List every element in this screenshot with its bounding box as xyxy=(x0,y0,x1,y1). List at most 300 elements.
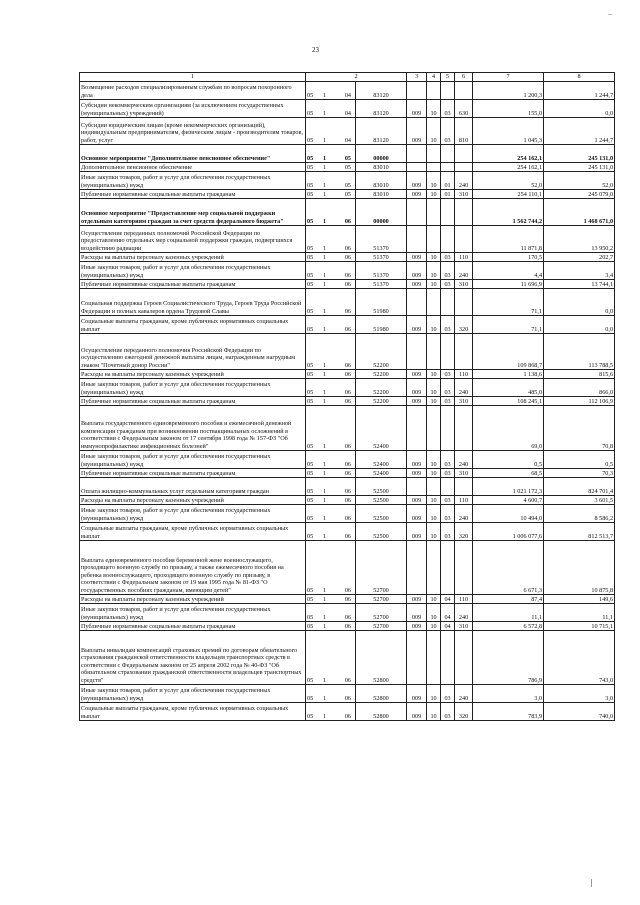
amount-col7: 1 045,3 xyxy=(473,118,544,145)
expense-type-code xyxy=(455,145,473,163)
subprogram-code: 1 xyxy=(320,703,330,721)
amount-col7: 783,9 xyxy=(473,703,544,721)
direction-code: 51370 xyxy=(356,226,407,253)
section-code xyxy=(427,82,441,100)
event-code: 05 xyxy=(330,172,356,190)
subprogram-code: 1 xyxy=(320,595,330,604)
expense-type-code: 240 xyxy=(455,262,473,280)
amount-col7: 11 871,8 xyxy=(473,226,544,253)
program-code: 05 xyxy=(306,406,320,451)
program-code: 05 xyxy=(306,163,320,172)
direction-code: 52800 xyxy=(356,703,407,721)
expense-type-code: 320 xyxy=(455,316,473,334)
table-header-row xyxy=(80,73,615,82)
subprogram-code: 1 xyxy=(320,685,330,703)
amount-col8: 1 244,7 xyxy=(544,118,615,145)
section-code: 10 xyxy=(427,316,441,334)
amount-col7: 3,0 xyxy=(473,685,544,703)
event-code: 06 xyxy=(330,523,356,541)
row-name: Социальные выплаты гражданам, кроме публичных нормативных социальных выплат xyxy=(80,703,306,721)
expense-type-code: 240 xyxy=(455,172,473,190)
event-code: 06 xyxy=(330,199,356,226)
subsection-code xyxy=(441,145,455,163)
table-row xyxy=(80,496,615,505)
subprogram-code: 1 xyxy=(320,370,330,379)
amount-col8: 0,0 xyxy=(544,316,615,334)
subprogram-code: 1 xyxy=(320,118,330,145)
subsection-code: 03 xyxy=(441,316,455,334)
section-code: 10 xyxy=(427,505,441,523)
table-row xyxy=(80,199,615,226)
table-row xyxy=(80,316,615,334)
row-name: Иные закупки товаров, работ и услуг для обеспечения государственных (муниципальных) нужд xyxy=(80,685,306,703)
direction-code: 83120 xyxy=(356,82,407,100)
expense-type-code: 310 xyxy=(455,190,473,199)
program-code: 05 xyxy=(306,289,320,316)
section-code xyxy=(427,478,441,496)
department-code: 009 xyxy=(407,262,427,280)
department-code: 009 xyxy=(407,190,427,199)
department-code: 009 xyxy=(407,100,427,118)
event-code: 06 xyxy=(330,253,356,262)
department-code xyxy=(407,478,427,496)
subprogram-code: 1 xyxy=(320,523,330,541)
table-row xyxy=(80,190,615,199)
subprogram-code: 1 xyxy=(320,226,330,253)
amount-col7: 11,1 xyxy=(473,604,544,622)
subsection-code: 03 xyxy=(441,262,455,280)
amount-col8: 245 131,0 xyxy=(544,145,615,163)
direction-code: 52500 xyxy=(356,505,407,523)
direction-code: 52700 xyxy=(356,595,407,604)
amount-col8: 13 744,1 xyxy=(544,280,615,289)
subprogram-code: 1 xyxy=(320,163,330,172)
program-code: 05 xyxy=(306,100,320,118)
amount-col7: 170,5 xyxy=(473,253,544,262)
section-code xyxy=(427,145,441,163)
subprogram-code: 1 xyxy=(320,379,330,397)
subsection-code xyxy=(441,226,455,253)
table-row xyxy=(80,82,615,100)
department-code: 009 xyxy=(407,397,427,406)
amount-col8: 0,5 xyxy=(544,451,615,469)
expense-type-code xyxy=(455,289,473,316)
department-code: 009 xyxy=(407,703,427,721)
row-name: Иные закупки товаров, работ и услуг для обеспечения государственных (муниципальных) нужд xyxy=(80,505,306,523)
subsection-code: 03 xyxy=(441,451,455,469)
table-row xyxy=(80,253,615,262)
row-name: Публичные нормативные социальные выплаты гражданам xyxy=(80,190,306,199)
amount-col8: 815,6 xyxy=(544,370,615,379)
event-code: 04 xyxy=(330,100,356,118)
amount-col8: 52,0 xyxy=(544,172,615,190)
direction-code: 51370 xyxy=(356,253,407,262)
department-code: 009 xyxy=(407,451,427,469)
event-code: 06 xyxy=(330,541,356,595)
direction-code: 00000 xyxy=(356,145,407,163)
amount-col8: 3,4 xyxy=(544,262,615,280)
department-code: 009 xyxy=(407,172,427,190)
program-code: 05 xyxy=(306,334,320,370)
direction-code: 52800 xyxy=(356,631,407,685)
event-code: 06 xyxy=(330,289,356,316)
expense-type-code: 310 xyxy=(455,469,473,478)
section-code xyxy=(427,289,441,316)
subprogram-code: 1 xyxy=(320,172,330,190)
department-code: 009 xyxy=(407,253,427,262)
table-row xyxy=(80,451,615,469)
event-code: 06 xyxy=(330,595,356,604)
subprogram-code: 1 xyxy=(320,316,330,334)
amount-col8: 245 079,0 xyxy=(544,190,615,199)
event-code: 06 xyxy=(330,370,356,379)
amount-col7: 52,0 xyxy=(473,172,544,190)
direction-code: 52200 xyxy=(356,370,407,379)
subsection-code xyxy=(441,199,455,226)
program-code: 05 xyxy=(306,631,320,685)
subsection-code: 03 xyxy=(441,370,455,379)
department-code xyxy=(407,289,427,316)
direction-code: 52800 xyxy=(356,685,407,703)
subsection-code xyxy=(441,334,455,370)
row-name: Социальные выплаты гражданам, кроме публичных нормативных социальных выплат xyxy=(80,316,306,334)
row-name: Иные закупки товаров, работ и услуг для обеспечения государственных (муниципальных) нужд xyxy=(80,451,306,469)
subprogram-code: 1 xyxy=(320,451,330,469)
event-code: 06 xyxy=(330,685,356,703)
department-code xyxy=(407,82,427,100)
event-code: 06 xyxy=(330,622,356,631)
section-code: 10 xyxy=(427,172,441,190)
row-name: Иные закупки товаров, работ и услуг для обеспечения государственных (муниципальных) нужд xyxy=(80,262,306,280)
subprogram-code: 1 xyxy=(320,478,330,496)
program-code: 05 xyxy=(306,172,320,190)
section-code: 10 xyxy=(427,604,441,622)
section-code xyxy=(427,163,441,172)
table-row xyxy=(80,604,615,622)
department-code: 009 xyxy=(407,118,427,145)
expense-type-code xyxy=(455,82,473,100)
section-code: 10 xyxy=(427,469,441,478)
row-name: Выплата государственного единовременного пособия и ежемесячной денежной компенсации гражданам при возникновении поствакцинальных осложнений в соответствии с Федеральным законом от 17 сентября 1998 года № 157-ФЗ "Об иммунопрофилактике инфекционных болезней" xyxy=(80,406,306,451)
row-name: Субсидии юридическим лицам (кроме некоммерческих организаций), индивидуальным предпринимателям, физическим лицам - производителям товаров, работ, услуг xyxy=(80,118,306,145)
row-name: Иные закупки товаров, работ и услуг для обеспечения государственных (муниципальных) нужд xyxy=(80,172,306,190)
amount-col7: 69,0 xyxy=(473,406,544,451)
subprogram-code: 1 xyxy=(320,469,330,478)
amount-col7: 1 006 077,6 xyxy=(473,523,544,541)
program-code: 05 xyxy=(306,469,320,478)
subsection-code: 01 xyxy=(441,172,455,190)
amount-col8: 13 950,2 xyxy=(544,226,615,253)
row-name: Социальные выплаты гражданам, кроме публичных нормативных социальных выплат xyxy=(80,523,306,541)
program-code: 05 xyxy=(306,190,320,199)
department-code: 009 xyxy=(407,316,427,334)
expense-type-code: 310 xyxy=(455,280,473,289)
department-code: 009 xyxy=(407,595,427,604)
department-code: 009 xyxy=(407,622,427,631)
subsection-code: 03 xyxy=(441,379,455,397)
table-row xyxy=(80,523,615,541)
table-row xyxy=(80,262,615,280)
expense-type-code xyxy=(455,334,473,370)
section-code: 10 xyxy=(427,262,441,280)
row-name: Публичные нормативные социальные выплаты гражданам xyxy=(80,469,306,478)
expense-type-code: 630 xyxy=(455,100,473,118)
subprogram-code: 1 xyxy=(320,604,330,622)
section-code: 10 xyxy=(427,253,441,262)
amount-col7: 108 245,1 xyxy=(473,397,544,406)
direction-code: 83120 xyxy=(356,118,407,145)
department-code: 009 xyxy=(407,379,427,397)
amount-col8: 3,0 xyxy=(544,685,615,703)
amount-col8: 70,3 xyxy=(544,469,615,478)
event-code: 06 xyxy=(330,406,356,451)
section-code: 10 xyxy=(427,280,441,289)
amount-col7: 254 162,1 xyxy=(473,145,544,163)
section-code: 10 xyxy=(427,190,441,199)
program-code: 05 xyxy=(306,496,320,505)
expense-type-code: 240 xyxy=(455,505,473,523)
header-cell: 8 xyxy=(544,73,615,82)
subsection-code xyxy=(441,163,455,172)
event-code: 06 xyxy=(330,703,356,721)
amount-col7: 4,4 xyxy=(473,262,544,280)
direction-code: 51980 xyxy=(356,289,407,316)
table-row xyxy=(80,622,615,631)
section-code xyxy=(427,199,441,226)
amount-col7: 1 021 172,3 xyxy=(473,478,544,496)
program-code: 05 xyxy=(306,595,320,604)
amount-col8: 812 513,7 xyxy=(544,523,615,541)
amount-col7: 254 110,1 xyxy=(473,190,544,199)
event-code: 05 xyxy=(330,190,356,199)
program-code: 05 xyxy=(306,703,320,721)
row-name: Возмещение расходов специализированным службам по вопросам похоронного дела xyxy=(80,82,306,100)
program-code: 05 xyxy=(306,316,320,334)
section-code xyxy=(427,406,441,451)
subprogram-code: 1 xyxy=(320,334,330,370)
event-code: 06 xyxy=(330,334,356,370)
amount-col8: 112 106,9 xyxy=(544,397,615,406)
amount-col8: 743,0 xyxy=(544,631,615,685)
event-code: 06 xyxy=(330,262,356,280)
program-code: 05 xyxy=(306,262,320,280)
table-row xyxy=(80,100,615,118)
table-row xyxy=(80,118,615,145)
expense-type-code: 320 xyxy=(455,523,473,541)
event-code: 04 xyxy=(330,118,356,145)
expense-type-code xyxy=(455,199,473,226)
department-code: 009 xyxy=(407,604,427,622)
amount-col7: 71,1 xyxy=(473,289,544,316)
amount-col8: 70,8 xyxy=(544,406,615,451)
amount-col8: 113 788,5 xyxy=(544,334,615,370)
amount-col8: 1 468 671,0 xyxy=(544,199,615,226)
table-row xyxy=(80,505,615,523)
section-code: 10 xyxy=(427,496,441,505)
direction-code: 52400 xyxy=(356,406,407,451)
subsection-code: 03 xyxy=(441,496,455,505)
program-code: 05 xyxy=(306,145,320,163)
table-row xyxy=(80,172,615,190)
row-name: Расходы на выплаты персоналу казенных учреждений xyxy=(80,496,306,505)
expense-type-code: 810 xyxy=(455,118,473,145)
amount-col8: 824 701,4 xyxy=(544,478,615,496)
section-code xyxy=(427,631,441,685)
amount-col7: 109 868,7 xyxy=(473,334,544,370)
row-name: Иные закупки товаров, работ и услуг для обеспечения государственных (муниципальных) нужд xyxy=(80,604,306,622)
program-code: 05 xyxy=(306,541,320,595)
subsection-code xyxy=(441,541,455,595)
amount-col8: 1 244,7 xyxy=(544,82,615,100)
direction-code: 51370 xyxy=(356,280,407,289)
expense-type-code xyxy=(455,541,473,595)
subsection-code: 03 xyxy=(441,703,455,721)
subsection-code xyxy=(441,289,455,316)
amount-col8: 0,0 xyxy=(544,289,615,316)
subprogram-code: 1 xyxy=(320,262,330,280)
subsection-code xyxy=(441,631,455,685)
department-code: 009 xyxy=(407,523,427,541)
subsection-code: 03 xyxy=(441,280,455,289)
subprogram-code: 1 xyxy=(320,289,330,316)
section-code: 10 xyxy=(427,100,441,118)
subsection-code: 03 xyxy=(441,118,455,145)
section-code: 10 xyxy=(427,451,441,469)
subsection-code: 03 xyxy=(441,685,455,703)
department-code: 009 xyxy=(407,505,427,523)
event-code: 06 xyxy=(330,451,356,469)
table-row xyxy=(80,163,615,172)
row-name: Расходы на выплаты персоналу казенных учреждений xyxy=(80,595,306,604)
row-name: Основное мероприятие "Дополнительное пенсионное обеспечение" xyxy=(80,145,306,163)
header-cell: 2 xyxy=(306,73,407,82)
program-code: 05 xyxy=(306,505,320,523)
expense-type-code: 240 xyxy=(455,379,473,397)
row-name: Оплата жилищно-коммунальных услуг отдельным категориям граждан xyxy=(80,478,306,496)
scan-mark xyxy=(591,879,592,887)
amount-col8: 740,0 xyxy=(544,703,615,721)
subprogram-code: 1 xyxy=(320,541,330,595)
section-code: 10 xyxy=(427,685,441,703)
event-code: 06 xyxy=(330,469,356,478)
row-name: Иные закупки товаров, работ и услуг для обеспечения государственных (муниципальных) нужд xyxy=(80,379,306,397)
amount-col8: 11,1 xyxy=(544,604,615,622)
event-code: 06 xyxy=(330,505,356,523)
subsection-code: 03 xyxy=(441,505,455,523)
header-cell: 4 xyxy=(427,73,441,82)
department-code xyxy=(407,163,427,172)
subsection-code: 03 xyxy=(441,523,455,541)
row-name: Осуществление переданного полномочия Российской Федерации по осуществлению ежегодной денежной выплаты лицам, награжденным нагрудным знаком "Почетный донор России" xyxy=(80,334,306,370)
amount-col8: 202,7 xyxy=(544,253,615,262)
program-code: 05 xyxy=(306,253,320,262)
program-code: 05 xyxy=(306,604,320,622)
section-code: 10 xyxy=(427,703,441,721)
amount-col7: 6 572,8 xyxy=(473,622,544,631)
expense-type-code: 240 xyxy=(455,604,473,622)
header-cell: 1 xyxy=(80,73,306,82)
event-code: 05 xyxy=(330,163,356,172)
department-code: 009 xyxy=(407,496,427,505)
expense-type-code: 110 xyxy=(455,370,473,379)
department-code: 009 xyxy=(407,685,427,703)
amount-col7: 485,0 xyxy=(473,379,544,397)
expense-type-code xyxy=(455,163,473,172)
subsection-code: 03 xyxy=(441,397,455,406)
subprogram-code: 1 xyxy=(320,145,330,163)
expense-type-code: 110 xyxy=(455,595,473,604)
subprogram-code: 1 xyxy=(320,190,330,199)
row-name: Социальная поддержка Героев Социалистического Труда, Героев Труда Российской Федерации и полных кавалеров ордена Трудовой Славы xyxy=(80,289,306,316)
subprogram-code: 1 xyxy=(320,406,330,451)
row-name: Основное мероприятие "Предоставление мер социальной поддержки отдельным категориям граждан за счет средств федерального бюджета" xyxy=(80,199,306,226)
amount-col7: 71,1 xyxy=(473,316,544,334)
subprogram-code: 1 xyxy=(320,622,330,631)
table-row xyxy=(80,334,615,370)
amount-col7: 4 600,7 xyxy=(473,496,544,505)
amount-col8: 10 875,8 xyxy=(544,541,615,595)
amount-col7: 68,5 xyxy=(473,469,544,478)
direction-code: 83010 xyxy=(356,190,407,199)
section-code: 10 xyxy=(427,379,441,397)
table-row xyxy=(80,226,615,253)
event-code: 06 xyxy=(330,496,356,505)
expense-type-code: 240 xyxy=(455,451,473,469)
subsection-code xyxy=(441,478,455,496)
scan-mark xyxy=(608,14,612,15)
row-name: Публичные нормативные социальные выплаты гражданам xyxy=(80,622,306,631)
subsection-code: 03 xyxy=(441,469,455,478)
header-cell: 3 xyxy=(407,73,427,82)
program-code: 05 xyxy=(306,226,320,253)
subsection-code xyxy=(441,82,455,100)
table-row xyxy=(80,541,615,595)
header-cell: 6 xyxy=(455,73,473,82)
direction-code: 51370 xyxy=(356,262,407,280)
program-code: 05 xyxy=(306,118,320,145)
budget-table xyxy=(79,72,615,721)
event-code: 06 xyxy=(330,379,356,397)
section-code: 10 xyxy=(427,523,441,541)
department-code xyxy=(407,145,427,163)
direction-code: 52200 xyxy=(356,379,407,397)
event-code: 06 xyxy=(330,316,356,334)
event-code: 06 xyxy=(330,478,356,496)
expense-type-code: 110 xyxy=(455,496,473,505)
department-code: 009 xyxy=(407,280,427,289)
amount-col8: 866,0 xyxy=(544,379,615,397)
section-code: 10 xyxy=(427,622,441,631)
expense-type-code: 320 xyxy=(455,703,473,721)
event-code: 06 xyxy=(330,631,356,685)
row-name: Расходы на выплаты персоналу казенных учреждений xyxy=(80,253,306,262)
direction-code: 52500 xyxy=(356,496,407,505)
program-code: 05 xyxy=(306,478,320,496)
table-row xyxy=(80,703,615,721)
program-code: 05 xyxy=(306,370,320,379)
department-code xyxy=(407,541,427,595)
section-code: 10 xyxy=(427,595,441,604)
section-code xyxy=(427,334,441,370)
section-code: 10 xyxy=(427,397,441,406)
header-cell: 5 xyxy=(441,73,455,82)
subprogram-code: 1 xyxy=(320,100,330,118)
table-row xyxy=(80,406,615,451)
table-row xyxy=(80,379,615,397)
section-code: 10 xyxy=(427,370,441,379)
table-row xyxy=(80,289,615,316)
amount-col7: 87,4 xyxy=(473,595,544,604)
